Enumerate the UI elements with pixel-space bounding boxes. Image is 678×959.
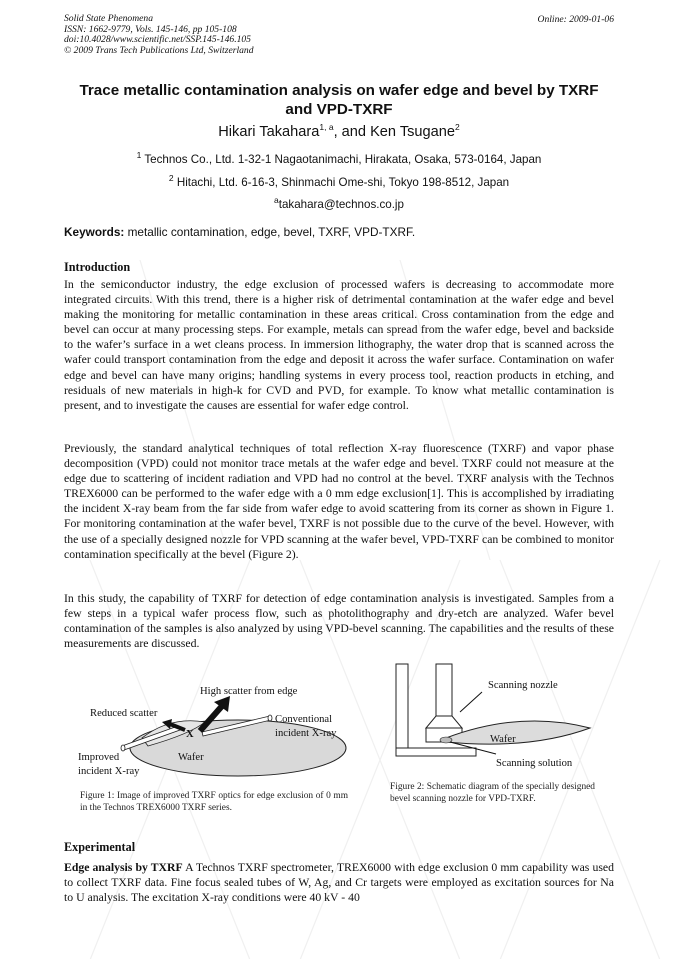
email-sup: a (274, 195, 279, 206)
support-base (396, 748, 476, 756)
label-scanning-solution: Scanning solution (496, 758, 573, 769)
figure-2-diagram (390, 662, 620, 772)
figure-1-caption: Figure 1: Image of improved TXRF optics for edge exclusion of 0 mm in the Technos TREX6000 TXRF series. (80, 791, 348, 813)
label-wafer-2: Wafer (490, 734, 516, 745)
keywords-text: metallic contamination, edge, bevel, TXRF, VPD-TXRF. (124, 225, 416, 239)
experimental-subheading: Edge analysis by TXRF (64, 861, 183, 874)
aff1-text: Technos Co., Ltd. 1-32-1 Nagaotanimachi, Hirakata, Osaka, 573-0164, Japan (141, 153, 542, 166)
issn: ISSN: 1662-9779, Vols. 145-146, pp 105-108 (64, 23, 237, 35)
label-high-scatter: High scatter from edge (200, 686, 298, 697)
label-wafer-1: Wafer (178, 752, 204, 763)
email (58, 195, 620, 211)
email-text[interactable]: takahara@technos.co.jp (278, 198, 404, 211)
online-date: Online: 2009-01-06 (537, 14, 614, 25)
title-line-2: and VPD-TXRF (285, 100, 393, 118)
label-improved: Improved (78, 752, 120, 763)
intro-heading: Introduction (64, 260, 131, 274)
aff2-sup: 2 (168, 173, 174, 184)
label-scanning-nozzle: Scanning nozzle (488, 680, 558, 691)
figure-2-caption: Figure 2: Schematic diagram of the specially designed bevel scanning nozzle for VPD-TXRF. (390, 782, 595, 804)
wafer-shape (446, 721, 590, 744)
doi: doi:10.4028/www.scientific.net/SSP.145-146.105 (64, 34, 251, 46)
label-incident-xray: incident X-ray (275, 728, 337, 739)
support-left (396, 664, 408, 754)
journal-meta (64, 14, 254, 56)
keywords-label: Keywords: (64, 225, 125, 239)
aff2-text: Hitachi, Ltd. 6-16-3, Shinmachi Ome-shi, Tokyo 198-8512, Japan (173, 176, 510, 189)
author-2-sup: 2 (455, 122, 460, 133)
copyright: © 2009 Trans Tech Publications Ltd, Switzerland (64, 44, 254, 56)
author-1: Hikari Takahara (218, 124, 320, 140)
nozzle-body (436, 664, 452, 716)
label-conventional: Conventional (275, 714, 333, 725)
intro-paragraph-3: In this study, the capability of TXRF for detection of edge contamination analysis is investigated. Samples from a few steps in a typical wafer process flow, such as photolithography and dry-etch are analyzed. Wafer bevel contamination of the samples is also analyzed by using VPD-bevel scanning. The capabilities and the results of these measurements are discussed. (64, 592, 614, 651)
label-improved-incident: incident X-ray (78, 766, 140, 777)
affiliation-1 (58, 150, 620, 166)
label-x-mark: X (186, 729, 194, 740)
title-line-1: Trace metallic contamination analysis on wafer edge and bevel by TXRF (79, 82, 599, 99)
nozzle-tip (426, 716, 462, 728)
label-reduced-scatter: Reduced scatter (90, 708, 158, 719)
authors (58, 124, 620, 140)
experimental-heading: Experimental (64, 840, 136, 854)
intro-paragraph-1: In the semiconductor industry, the edge exclusion of processed wafers is decreasing to accommodate more integrated circuits. With this trend, there is a higher risk of detrimental contamination at the wafer edge and bevel making the monitoring for metallic contamination in these areas critical. Cross contamination from the edge and bevel can occur at many processing steps. For example, metals can spread from the wafer edge, bevel and backside to the wafer’s surface in a wet cleans process. In immersion lithography, the water drop that is scanned across the wafer could transport contamination from the edge and deposit it across the wafer surface. Contamination on wafer edge and bevel can have many origins; handling systems in every process tool, reaction products in etching, and residuals of new materials in high-k for CVD and PVD, for example. To know what metallic contamination is present, and to investigate the causes are essential for wafer edge control. (64, 278, 614, 412)
aff1-sup: 1 (136, 150, 142, 161)
keywords (64, 225, 415, 239)
paper-title (58, 82, 620, 119)
affiliation-2 (58, 173, 620, 189)
author-1-sup: 1, a (319, 122, 334, 133)
journal-name: Solid State Phenomena (64, 13, 153, 24)
experimental-paragraph (64, 860, 614, 905)
intro-paragraph-2: Previously, the standard analytical techniques of total reflection X-ray fluorescence (TXRF) and vapor phase decomposition (VPD) could not monitor trace metals at the wafer edge and bevel. TXRF could not measure at the edge due to scattering of incident radiation and VPD had no control at the bevel. TXRF analysis with the Technos TREX6000 can be performed to the wafer edge with a 0 mm edge exclusion[1]. This is accomplished by irradiating the incident X-ray beam from the far side from wafer edge to avoid scattering from its corner as shown in Figure 1. For monitoring contamination at the wafer bevel, TXRF is not possible due to the curve of the bevel. However, with the use of a specially designed nozzle for VPD scanning at the wafer bevel, VPD-TXRF can be combined to monitor contamination specifically at the bevel (Figure 2). (64, 442, 614, 561)
nozzle-leader (460, 692, 482, 712)
author-separator: , and Ken Tsugane (333, 124, 456, 140)
figure-1-diagram (70, 676, 370, 786)
experimental-text: A Technos TXRF spectrometer, TREX6000 with edge exclusion 0 mm capability was used to collect TXRF data. Fine focus sealed tubes of W, Ag, and Cr targets were employed as excitation sources for Na to U analysis. The excitation X-ray conditions were 40 kV - 40 (64, 861, 614, 905)
